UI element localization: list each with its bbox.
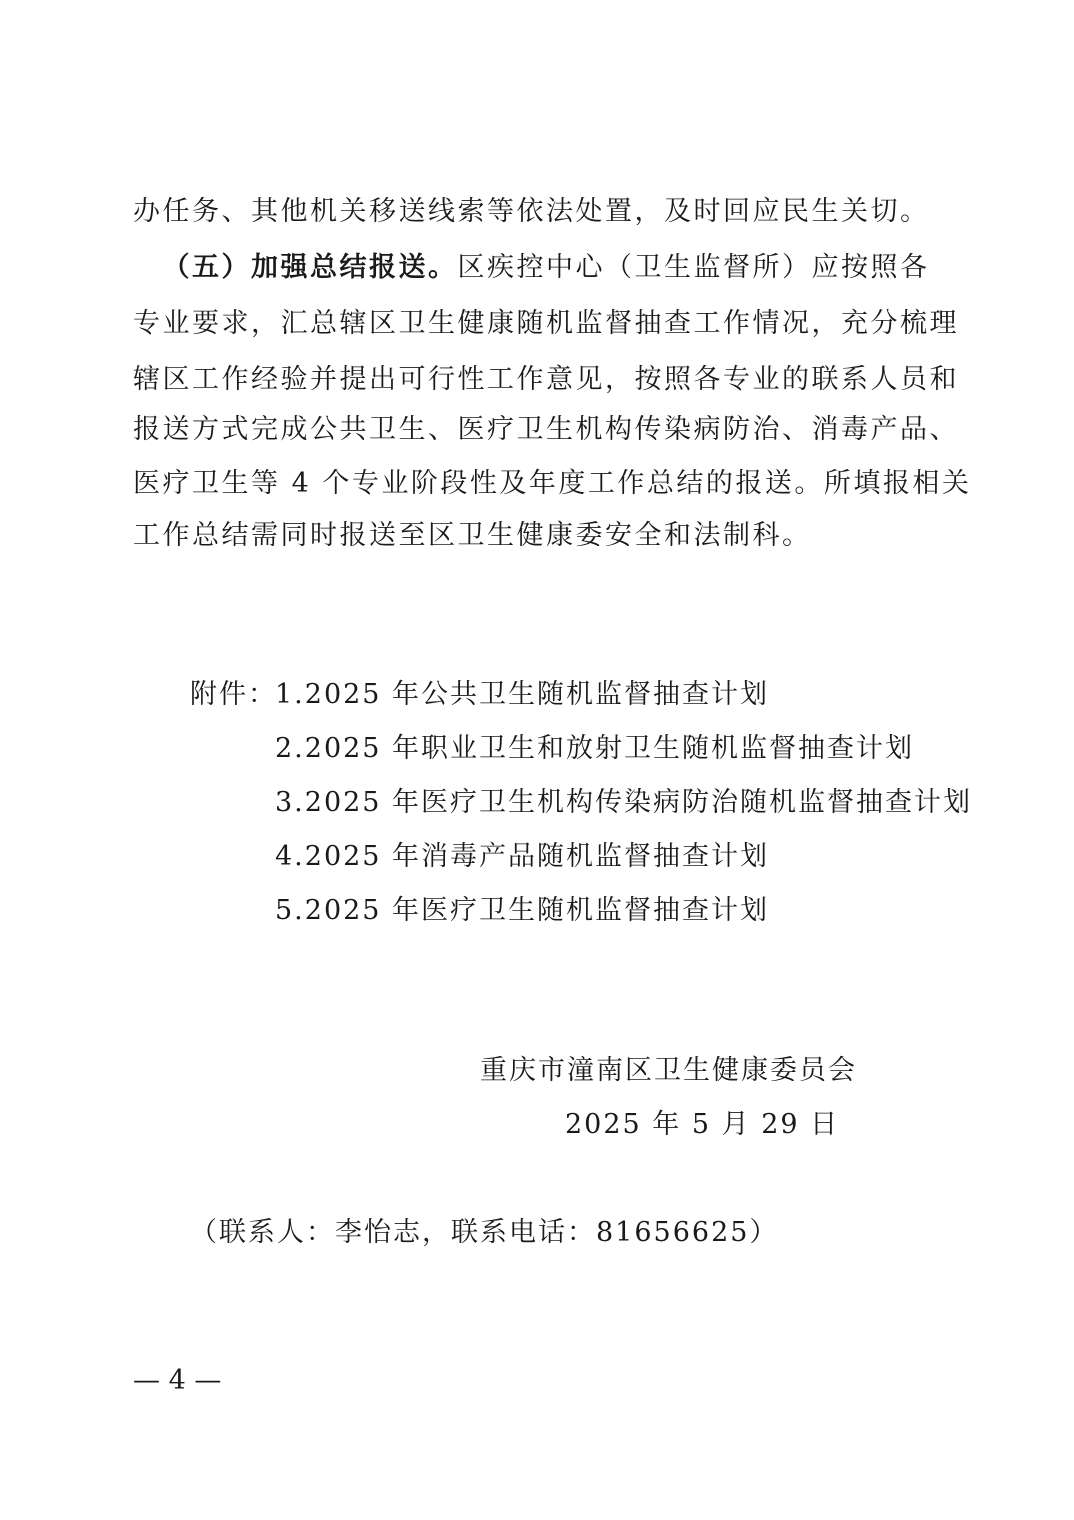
- page-number: — 4 —: [133, 1365, 222, 1396]
- attachment-item-1: 1.2025 年公共卫生随机监督抽查计划: [275, 679, 770, 710]
- paragraph-5-line-5: 医疗卫生等 4 个专业阶段性及年度工作总结的报送。所填报相关: [133, 468, 972, 499]
- contact-info: （联系人：李怡志，联系电话：81656625）: [190, 1217, 779, 1248]
- paragraph-5-line-2: 专业要求，汇总辖区卫生健康随机监督抽查工作情况，充分梳理: [133, 308, 959, 339]
- paragraph-5-heading: （五）加强总结报送。: [162, 252, 458, 283]
- attachment-item-3: 3.2025 年医疗卫生机构传染病防治随机监督抽查计划: [275, 787, 973, 818]
- attachment-item-2: 2.2025 年职业卫生和放射卫生随机监督抽查计划: [275, 733, 915, 764]
- attachments-label: 附件：: [190, 679, 277, 710]
- paragraph-5-line-6: 工作总结需同时报送至区卫生健康委安全和法制科。: [133, 520, 812, 551]
- signature-date: 2025 年 5 月 29 日: [565, 1109, 840, 1140]
- paragraph-5-line-3: 辖区工作经验并提出可行性工作意见，按照各专业的联系人员和: [133, 364, 959, 395]
- paragraph-5-text: 区疾控中心（卫生监督所）应按照各: [457, 252, 930, 283]
- paragraph-5-line-1: [133, 240, 945, 296]
- attachment-item-4: 4.2025 年消毒产品随机监督抽查计划: [275, 841, 770, 872]
- paragraph-5-line-4: 报送方式完成公共卫生、医疗卫生机构传染病防治、消毒产品、: [133, 414, 959, 445]
- signature-organization: 重庆市潼南区卫生健康委员会: [480, 1055, 857, 1086]
- attachment-item-5: 5.2025 年医疗卫生随机监督抽查计划: [275, 895, 770, 926]
- body-line-1: 办任务、其他机关移送线索等依法处置，及时回应民生关切。: [133, 196, 930, 227]
